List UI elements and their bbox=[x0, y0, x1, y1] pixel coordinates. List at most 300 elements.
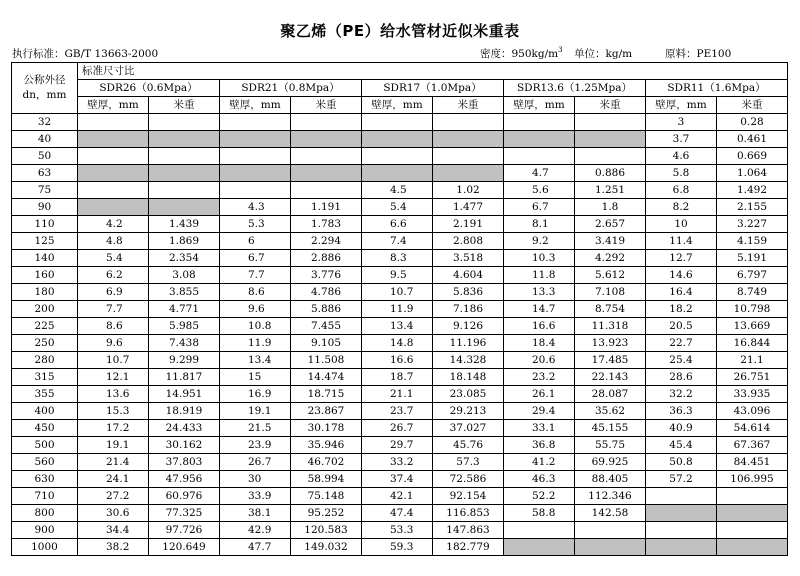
dn-cell: 315 bbox=[12, 369, 78, 386]
table-row bbox=[12, 267, 788, 284]
dn-cell: 800 bbox=[12, 505, 78, 522]
table-row bbox=[12, 386, 788, 403]
weight-cell: 9.105 bbox=[291, 335, 362, 352]
table-row bbox=[12, 318, 788, 335]
dn-cell: 900 bbox=[12, 522, 78, 539]
table-row bbox=[12, 522, 788, 539]
wall-thickness-cell: 33.9 bbox=[220, 488, 291, 505]
weight-cell: 14.328 bbox=[433, 352, 504, 369]
weight-cell: 7.108 bbox=[575, 284, 646, 301]
wall-thickness-cell: 8.6 bbox=[78, 318, 149, 335]
weight-cell: 7.186 bbox=[433, 301, 504, 318]
weight-cell bbox=[433, 165, 504, 182]
wall-thickness-header: 壁厚，mm bbox=[362, 97, 433, 114]
weight-cell: 4.292 bbox=[575, 250, 646, 267]
weight-cell: 55.75 bbox=[575, 437, 646, 454]
weight-cell: 16.844 bbox=[717, 335, 788, 352]
wall-thickness-cell: 6.7 bbox=[220, 250, 291, 267]
table-row bbox=[12, 250, 788, 267]
weight-header: 米重 bbox=[575, 97, 646, 114]
weight-cell: 13.923 bbox=[575, 335, 646, 352]
dn-cell: 110 bbox=[12, 216, 78, 233]
wall-thickness-cell: 30 bbox=[220, 471, 291, 488]
wall-thickness-cell: 23.2 bbox=[504, 369, 575, 386]
weight-cell: 3.227 bbox=[717, 216, 788, 233]
weight-cell: 2.155 bbox=[717, 199, 788, 216]
wall-thickness-cell bbox=[646, 488, 717, 505]
weight-cell: 47.956 bbox=[149, 471, 220, 488]
wall-thickness-cell: 14.7 bbox=[504, 301, 575, 318]
material-label: 原料：PE100 bbox=[665, 48, 732, 60]
weight-cell: 9.299 bbox=[149, 352, 220, 369]
weight-cell bbox=[291, 114, 362, 131]
wall-thickness-cell: 41.2 bbox=[504, 454, 575, 471]
wall-thickness-cell: 18.4 bbox=[504, 335, 575, 352]
wall-thickness-cell: 13.4 bbox=[362, 318, 433, 335]
weight-cell: 57.3 bbox=[433, 454, 504, 471]
weight-cell: 5.191 bbox=[717, 250, 788, 267]
wall-thickness-cell: 7.7 bbox=[78, 301, 149, 318]
wall-thickness-cell: 42.1 bbox=[362, 488, 433, 505]
wall-thickness-cell: 5.8 bbox=[646, 165, 717, 182]
wall-thickness-cell bbox=[504, 148, 575, 165]
wall-thickness-cell: 21.1 bbox=[362, 386, 433, 403]
weight-cell: 21.1 bbox=[717, 352, 788, 369]
weight-cell: 142.58 bbox=[575, 505, 646, 522]
wall-thickness-cell: 9.6 bbox=[78, 335, 149, 352]
wall-thickness-cell: 7.4 bbox=[362, 233, 433, 250]
weight-cell: 22.143 bbox=[575, 369, 646, 386]
table-row bbox=[12, 199, 788, 216]
weight-cell: 2.808 bbox=[433, 233, 504, 250]
wall-thickness-cell bbox=[78, 148, 149, 165]
table-row bbox=[12, 114, 788, 131]
weight-cell: 4.786 bbox=[291, 284, 362, 301]
weight-cell bbox=[149, 182, 220, 199]
wall-thickness-cell: 9.2 bbox=[504, 233, 575, 250]
weight-cell: 30.162 bbox=[149, 437, 220, 454]
wall-thickness-cell: 8.3 bbox=[362, 250, 433, 267]
wall-thickness-cell: 4.7 bbox=[504, 165, 575, 182]
weight-cell: 7.438 bbox=[149, 335, 220, 352]
table-row bbox=[12, 352, 788, 369]
wall-thickness-cell: 5.4 bbox=[362, 199, 433, 216]
table-row bbox=[12, 505, 788, 522]
wall-thickness-cell: 33.1 bbox=[504, 420, 575, 437]
wall-thickness-cell bbox=[220, 114, 291, 131]
wall-thickness-cell: 6.6 bbox=[362, 216, 433, 233]
wall-thickness-cell: 9.6 bbox=[220, 301, 291, 318]
dn-cell: 125 bbox=[12, 233, 78, 250]
weight-cell: 106.995 bbox=[717, 471, 788, 488]
wall-thickness-cell: 36.8 bbox=[504, 437, 575, 454]
weight-cell: 0.886 bbox=[575, 165, 646, 182]
wall-thickness-cell bbox=[220, 148, 291, 165]
dn-cell: 1000 bbox=[12, 539, 78, 556]
wall-thickness-cell: 10 bbox=[646, 216, 717, 233]
weight-cell: 1.251 bbox=[575, 182, 646, 199]
weight-header: 米重 bbox=[433, 97, 504, 114]
weight-cell bbox=[291, 165, 362, 182]
weight-cell: 67.367 bbox=[717, 437, 788, 454]
wall-thickness-cell: 12.1 bbox=[78, 369, 149, 386]
table-row bbox=[12, 454, 788, 471]
weight-cell: 1.439 bbox=[149, 216, 220, 233]
wall-thickness-cell: 21.5 bbox=[220, 420, 291, 437]
wall-thickness-cell: 6.8 bbox=[646, 182, 717, 199]
weight-cell: 72.586 bbox=[433, 471, 504, 488]
wall-thickness-cell: 23.7 bbox=[362, 403, 433, 420]
weight-cell bbox=[575, 522, 646, 539]
table-row bbox=[12, 437, 788, 454]
weight-cell: 77.325 bbox=[149, 505, 220, 522]
wall-thickness-cell: 25.4 bbox=[646, 352, 717, 369]
weight-cell: 29.213 bbox=[433, 403, 504, 420]
weight-cell: 23.085 bbox=[433, 386, 504, 403]
dn-cell: 450 bbox=[12, 420, 78, 437]
wall-thickness-cell: 11.4 bbox=[646, 233, 717, 250]
weight-cell: 1.8 bbox=[575, 199, 646, 216]
weight-cell: 30.178 bbox=[291, 420, 362, 437]
wall-thickness-cell: 28.6 bbox=[646, 369, 717, 386]
weight-cell: 4.604 bbox=[433, 267, 504, 284]
table-row bbox=[12, 488, 788, 505]
wall-thickness-cell bbox=[78, 131, 149, 148]
wall-thickness-cell bbox=[362, 131, 433, 148]
weight-cell: 4.771 bbox=[149, 301, 220, 318]
wall-thickness-cell: 4.2 bbox=[78, 216, 149, 233]
weight-cell bbox=[149, 199, 220, 216]
weight-cell: 5.985 bbox=[149, 318, 220, 335]
wall-thickness-cell: 20.5 bbox=[646, 318, 717, 335]
wall-thickness-cell: 57.2 bbox=[646, 471, 717, 488]
dn-cell: 400 bbox=[12, 403, 78, 420]
weight-cell: 1.02 bbox=[433, 182, 504, 199]
weight-cell: 46.702 bbox=[291, 454, 362, 471]
wall-thickness-cell: 33.2 bbox=[362, 454, 433, 471]
weight-cell: 18.919 bbox=[149, 403, 220, 420]
weight-cell: 1.064 bbox=[717, 165, 788, 182]
wall-thickness-cell: 26.1 bbox=[504, 386, 575, 403]
dn-cell: 500 bbox=[12, 437, 78, 454]
weight-cell: 3.419 bbox=[575, 233, 646, 250]
wall-thickness-cell bbox=[78, 199, 149, 216]
weight-cell bbox=[717, 505, 788, 522]
wall-thickness-cell bbox=[646, 505, 717, 522]
wall-thickness-cell: 26.7 bbox=[220, 454, 291, 471]
wall-thickness-cell: 4.6 bbox=[646, 148, 717, 165]
weight-cell: 18.148 bbox=[433, 369, 504, 386]
weight-cell: 37.803 bbox=[149, 454, 220, 471]
weight-cell: 37.027 bbox=[433, 420, 504, 437]
weight-cell bbox=[149, 114, 220, 131]
table-row bbox=[12, 335, 788, 352]
density-label bbox=[480, 46, 563, 61]
weight-cell: 58.994 bbox=[291, 471, 362, 488]
wall-thickness-cell: 10.7 bbox=[78, 352, 149, 369]
weight-cell: 35.946 bbox=[291, 437, 362, 454]
wall-thickness-cell: 3.7 bbox=[646, 131, 717, 148]
table-row bbox=[12, 369, 788, 386]
weight-cell bbox=[433, 131, 504, 148]
wall-thickness-cell: 27.2 bbox=[78, 488, 149, 505]
dn-cell: 355 bbox=[12, 386, 78, 403]
standard-label: 执行标准：GB/T 13663-2000 bbox=[12, 48, 159, 60]
weight-cell: 2.191 bbox=[433, 216, 504, 233]
weight-cell: 3.855 bbox=[149, 284, 220, 301]
wall-thickness-cell bbox=[504, 131, 575, 148]
wall-thickness-cell bbox=[646, 539, 717, 556]
wall-thickness-cell: 16.6 bbox=[504, 318, 575, 335]
weight-cell bbox=[575, 539, 646, 556]
weight-cell: 9.126 bbox=[433, 318, 504, 335]
wall-thickness-cell: 4.8 bbox=[78, 233, 149, 250]
weight-cell: 23.867 bbox=[291, 403, 362, 420]
weight-cell: 17.485 bbox=[575, 352, 646, 369]
wall-thickness-cell: 26.7 bbox=[362, 420, 433, 437]
wall-thickness-cell: 11.9 bbox=[220, 335, 291, 352]
wall-thickness-cell bbox=[78, 165, 149, 182]
wall-thickness-cell bbox=[362, 165, 433, 182]
wall-thickness-cell: 18.7 bbox=[362, 369, 433, 386]
wall-thickness-cell: 9.5 bbox=[362, 267, 433, 284]
wall-thickness-cell: 18.2 bbox=[646, 301, 717, 318]
table-row bbox=[12, 165, 788, 182]
weight-cell: 182.779 bbox=[433, 539, 504, 556]
weight-header: 米重 bbox=[149, 97, 220, 114]
weight-cell bbox=[149, 131, 220, 148]
weight-cell: 11.817 bbox=[149, 369, 220, 386]
wall-thickness-cell bbox=[362, 148, 433, 165]
wall-thickness-cell bbox=[220, 165, 291, 182]
wall-thickness-cell: 8.1 bbox=[504, 216, 575, 233]
weight-cell: 1.191 bbox=[291, 199, 362, 216]
wall-thickness-cell: 8.2 bbox=[646, 199, 717, 216]
weight-cell bbox=[575, 148, 646, 165]
wall-thickness-cell: 22.7 bbox=[646, 335, 717, 352]
weight-cell: 13.669 bbox=[717, 318, 788, 335]
wall-thickness-cell: 3 bbox=[646, 114, 717, 131]
weight-cell: 3.518 bbox=[433, 250, 504, 267]
table-row bbox=[12, 284, 788, 301]
wall-thickness-cell: 6.7 bbox=[504, 199, 575, 216]
weight-cell bbox=[717, 488, 788, 505]
weight-cell: 26.751 bbox=[717, 369, 788, 386]
wall-thickness-cell: 45.4 bbox=[646, 437, 717, 454]
weight-cell: 97.726 bbox=[149, 522, 220, 539]
wall-thickness-cell: 16.4 bbox=[646, 284, 717, 301]
weight-cell: 2.657 bbox=[575, 216, 646, 233]
wall-thickness-cell: 58.8 bbox=[504, 505, 575, 522]
weight-cell bbox=[149, 165, 220, 182]
dn-cell: 63 bbox=[12, 165, 78, 182]
wall-thickness-cell: 8.6 bbox=[220, 284, 291, 301]
weight-cell: 18.715 bbox=[291, 386, 362, 403]
weight-header: 米重 bbox=[717, 97, 788, 114]
dn-cell: 40 bbox=[12, 131, 78, 148]
weight-cell: 45.155 bbox=[575, 420, 646, 437]
weight-cell: 112.346 bbox=[575, 488, 646, 505]
wall-thickness-cell bbox=[220, 131, 291, 148]
wall-thickness-cell: 29.4 bbox=[504, 403, 575, 420]
wall-thickness-cell: 46.3 bbox=[504, 471, 575, 488]
wall-thickness-cell: 19.1 bbox=[78, 437, 149, 454]
wall-thickness-cell: 4.5 bbox=[362, 182, 433, 199]
weight-cell: 75.148 bbox=[291, 488, 362, 505]
weight-cell: 3.776 bbox=[291, 267, 362, 284]
weight-cell: 7.455 bbox=[291, 318, 362, 335]
wall-thickness-cell: 11.8 bbox=[504, 267, 575, 284]
wall-thickness-cell: 42.9 bbox=[220, 522, 291, 539]
weight-cell bbox=[291, 182, 362, 199]
dn-cell: 630 bbox=[12, 471, 78, 488]
weight-cell: 2.354 bbox=[149, 250, 220, 267]
weight-cell: 147.863 bbox=[433, 522, 504, 539]
weight-cell: 6.797 bbox=[717, 267, 788, 284]
dn-cell: 250 bbox=[12, 335, 78, 352]
sdr13-6-header: SDR13.6（1.25Mpa） bbox=[504, 80, 646, 97]
table-row bbox=[12, 420, 788, 437]
wall-thickness-cell: 36.3 bbox=[646, 403, 717, 420]
weight-cell bbox=[433, 148, 504, 165]
weight-cell bbox=[575, 114, 646, 131]
dn-cell: 225 bbox=[12, 318, 78, 335]
dn-cell: 50 bbox=[12, 148, 78, 165]
wall-thickness-cell: 16.6 bbox=[362, 352, 433, 369]
dn-header-line-2: dn，mm bbox=[22, 89, 67, 101]
sdr21-header: SDR21（0.8Mpa） bbox=[220, 80, 362, 97]
weight-cell: 33.935 bbox=[717, 386, 788, 403]
weight-cell: 88.405 bbox=[575, 471, 646, 488]
table-row bbox=[12, 182, 788, 199]
weight-cell: 2.886 bbox=[291, 250, 362, 267]
unit-label: 单位：kg/m bbox=[574, 48, 633, 60]
wall-thickness-cell bbox=[220, 182, 291, 199]
wall-thickness-cell: 13.6 bbox=[78, 386, 149, 403]
wall-thickness-cell: 34.4 bbox=[78, 522, 149, 539]
wall-thickness-cell: 59.3 bbox=[362, 539, 433, 556]
weight-cell: 28.087 bbox=[575, 386, 646, 403]
weight-cell: 8.749 bbox=[717, 284, 788, 301]
weight-cell: 11.508 bbox=[291, 352, 362, 369]
wall-thickness-cell: 5.3 bbox=[220, 216, 291, 233]
wall-thickness-cell: 12.7 bbox=[646, 250, 717, 267]
weight-cell bbox=[717, 539, 788, 556]
wall-thickness-cell: 32.2 bbox=[646, 386, 717, 403]
dn-header-line-1: 公称外径 bbox=[23, 74, 66, 86]
wall-thickness-cell: 47.7 bbox=[220, 539, 291, 556]
page-title: 聚乙烯（PE）给水管材近似米重表 bbox=[280, 22, 520, 40]
weight-cell: 1.783 bbox=[291, 216, 362, 233]
weight-cell: 54.614 bbox=[717, 420, 788, 437]
table-row bbox=[12, 148, 788, 165]
dn-cell: 75 bbox=[12, 182, 78, 199]
weight-cell: 3.08 bbox=[149, 267, 220, 284]
sdr17-header: SDR17（1.0Mpa） bbox=[362, 80, 504, 97]
wall-thickness-cell bbox=[78, 114, 149, 131]
weight-cell bbox=[575, 131, 646, 148]
sdr11-header: SDR11（1.6Mpa） bbox=[646, 80, 788, 97]
wall-thickness-cell: 6.2 bbox=[78, 267, 149, 284]
wall-thickness-cell: 38.2 bbox=[78, 539, 149, 556]
weight-cell: 120.649 bbox=[149, 539, 220, 556]
wall-thickness-cell: 5.4 bbox=[78, 250, 149, 267]
wall-thickness-cell: 7.7 bbox=[220, 267, 291, 284]
wall-thickness-cell: 23.9 bbox=[220, 437, 291, 454]
weight-cell: 1.492 bbox=[717, 182, 788, 199]
wall-thickness-cell: 10.3 bbox=[504, 250, 575, 267]
wall-thickness-cell: 19.1 bbox=[220, 403, 291, 420]
wall-thickness-cell: 50.8 bbox=[646, 454, 717, 471]
wall-thickness-cell: 10.8 bbox=[220, 318, 291, 335]
weight-cell: 10.798 bbox=[717, 301, 788, 318]
weight-cell: 11.318 bbox=[575, 318, 646, 335]
table-row bbox=[12, 216, 788, 233]
wall-thickness-cell: 13.4 bbox=[220, 352, 291, 369]
weight-cell: 45.76 bbox=[433, 437, 504, 454]
dn-cell: 560 bbox=[12, 454, 78, 471]
table-row bbox=[12, 131, 788, 148]
weight-cell: 95.252 bbox=[291, 505, 362, 522]
weight-cell: 24.433 bbox=[149, 420, 220, 437]
wall-thickness-cell: 30.6 bbox=[78, 505, 149, 522]
table-row bbox=[12, 301, 788, 318]
wall-thickness-cell bbox=[646, 522, 717, 539]
weight-cell: 8.754 bbox=[575, 301, 646, 318]
table-row bbox=[12, 471, 788, 488]
wall-thickness-cell: 6 bbox=[220, 233, 291, 250]
weight-cell: 5.886 bbox=[291, 301, 362, 318]
weight-cell: 43.096 bbox=[717, 403, 788, 420]
wall-thickness-cell: 11.9 bbox=[362, 301, 433, 318]
wall-thickness-cell: 6.9 bbox=[78, 284, 149, 301]
dn-cell: 160 bbox=[12, 267, 78, 284]
wall-thickness-header: 壁厚，mm bbox=[220, 97, 291, 114]
weight-cell bbox=[291, 131, 362, 148]
table-row bbox=[12, 403, 788, 420]
wall-thickness-header: 壁厚，mm bbox=[78, 97, 149, 114]
weight-cell: 0.461 bbox=[717, 131, 788, 148]
std-ratio-header: 标准尺寸比 bbox=[78, 63, 788, 80]
table-row bbox=[12, 539, 788, 556]
wall-thickness-cell: 52.2 bbox=[504, 488, 575, 505]
weight-cell: 60.976 bbox=[149, 488, 220, 505]
wall-thickness-cell: 20.6 bbox=[504, 352, 575, 369]
dn-cell: 180 bbox=[12, 284, 78, 301]
wall-thickness-cell: 21.4 bbox=[78, 454, 149, 471]
table-row bbox=[12, 233, 788, 250]
weight-cell: 11.196 bbox=[433, 335, 504, 352]
wall-thickness-cell bbox=[504, 522, 575, 539]
dn-cell: 200 bbox=[12, 301, 78, 318]
wall-thickness-cell: 38.1 bbox=[220, 505, 291, 522]
wall-thickness-cell: 14.6 bbox=[646, 267, 717, 284]
weight-cell: 149.032 bbox=[291, 539, 362, 556]
wall-thickness-cell: 29.7 bbox=[362, 437, 433, 454]
weight-cell: 1.869 bbox=[149, 233, 220, 250]
weight-cell: 14.474 bbox=[291, 369, 362, 386]
weight-cell: 35.62 bbox=[575, 403, 646, 420]
weight-cell: 120.583 bbox=[291, 522, 362, 539]
wall-thickness-cell: 4.3 bbox=[220, 199, 291, 216]
pe-pipe-weight-table bbox=[11, 62, 788, 556]
wall-thickness-cell bbox=[78, 182, 149, 199]
dn-cell: 32 bbox=[12, 114, 78, 131]
weight-cell bbox=[149, 148, 220, 165]
wall-thickness-cell: 24.1 bbox=[78, 471, 149, 488]
wall-thickness-cell: 40.9 bbox=[646, 420, 717, 437]
wall-thickness-cell: 17.2 bbox=[78, 420, 149, 437]
